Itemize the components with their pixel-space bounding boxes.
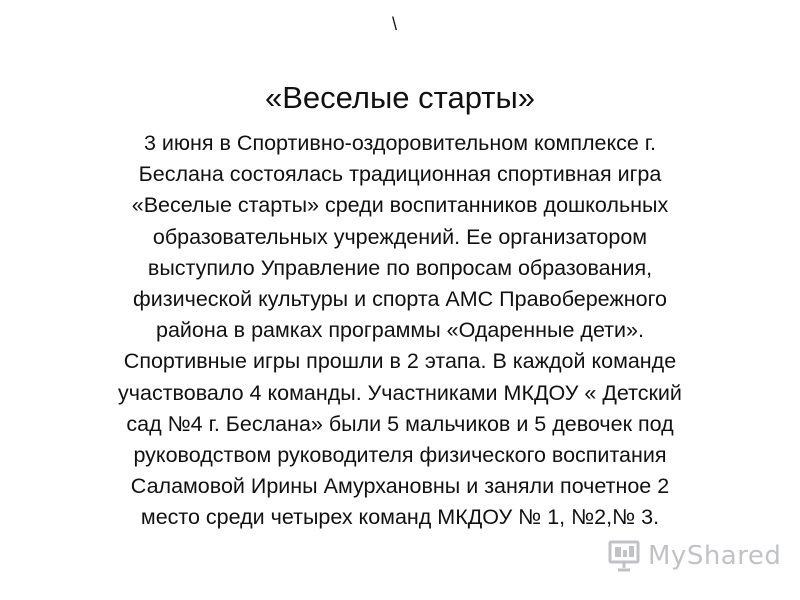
watermark	[608, 538, 781, 574]
watermark-text: MyShared	[648, 541, 782, 571]
article-body	[50, 128, 750, 534]
body-line: Беслана состоялась традиционная спортивная игра	[138, 162, 662, 187]
body-line: выступило Управление по вопросам образования,	[147, 255, 653, 280]
body-line: 3 июня в Спортивно-оздоровительном комплексе г.	[143, 131, 656, 155]
presentation-board-icon	[608, 539, 642, 573]
body-line: образовательных учреждений. Ее организатором	[152, 224, 648, 249]
body-line: сад №4 г. Беслана» были 5 мальчиков и 5 девочек под	[126, 411, 674, 436]
body-line: «Веселые старты» среди воспитанников дошкольных	[131, 193, 669, 218]
body-line: место среди четырех команд МКДОУ № 1, №2,№ 3.	[140, 505, 660, 530]
body-line: физической культуры и спорта АМС Правобережного	[133, 287, 667, 312]
body-line: района в рамках программы «Одаренные дети».	[156, 318, 644, 343]
slide-title: «Веселые старты»	[265, 80, 535, 115]
body-line: Саламовой Ирины Амурхановны и заняли почетное 2	[130, 474, 670, 499]
body-line: руководством руководителя физического воспитания	[133, 443, 667, 468]
stray-backslash: \	[392, 14, 398, 34]
body-line: Спортивные игры прошли в 2 этапа. В каждой команде	[123, 349, 677, 374]
body-line: участвовало 4 команды. Участниками МКДОУ « Детский	[118, 380, 682, 405]
